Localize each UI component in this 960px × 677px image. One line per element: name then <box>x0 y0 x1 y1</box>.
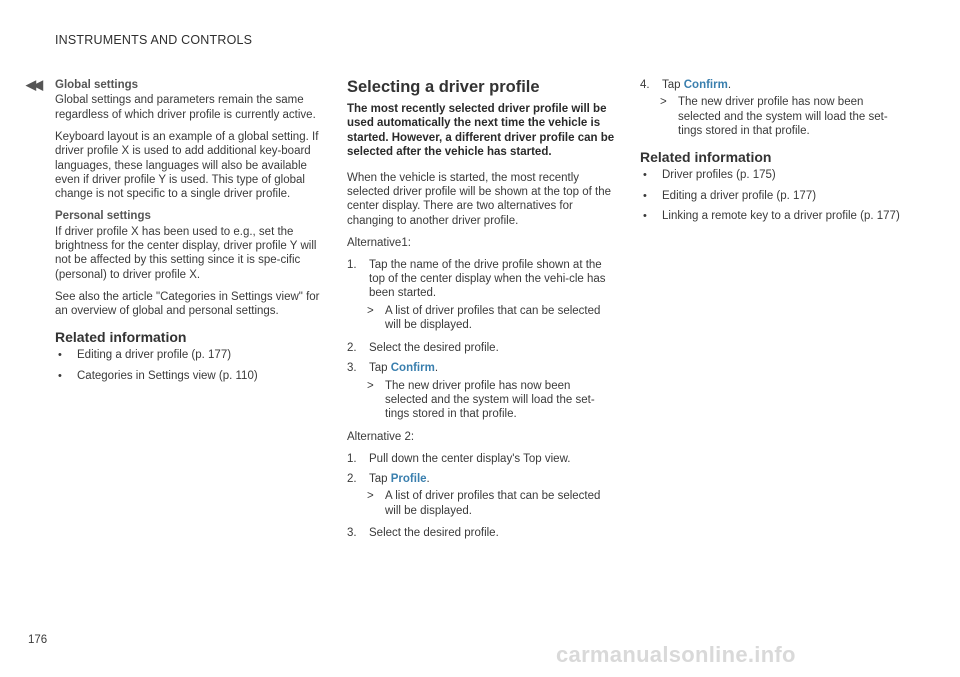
step-result-text: The new driver profile has now been selected and the system will load the set-tings stored in that profile. <box>385 379 595 421</box>
related-link-text: Linking a remote key to a driver profile (p. 177) <box>662 210 900 223</box>
personal-settings-paragraph-2: See also the article "Categories in Settings view" for an overview of global and personal settings. <box>55 290 320 318</box>
column-middle <box>347 78 615 547</box>
step-text: Tap the name of the drive profile shown at the top of the center display when the vehi-cle has been started. <box>369 258 606 300</box>
related-information-heading: Related information <box>55 328 187 345</box>
step-number: 3. <box>347 527 357 540</box>
personal-settings-paragraph-1: If driver profile X has been used to e.g., set the brightness for the center display, driver profile Y will not be affected by this setting since it is spe-cific (personal) to driver profile X. <box>55 225 317 281</box>
result-arrow-icon: > <box>660 96 667 109</box>
intro-paragraph: When the vehicle is started, the most recently selected driver profile will be shown at the top of the center display. There are two alternatives for changing to another driver profile. <box>347 171 612 227</box>
bullet-icon: • <box>58 348 62 361</box>
step-text-prefix: Tap <box>369 362 388 375</box>
step-text-prefix: Tap <box>369 473 388 486</box>
step-result-text: A list of driver profiles that can be selected will be displayed. <box>385 490 601 517</box>
alternative-2-label: Alternative 2: <box>347 430 415 443</box>
lead-paragraph: The most recently selected driver profile will be used automatically the next time the vehicle is started. However, a different driver profile can be selected after the vehicle has started. <box>347 103 615 159</box>
related-information-heading: Related information <box>640 148 772 165</box>
step-result-text: A list of driver profiles that can be selected will be displayed. <box>385 304 601 332</box>
related-link-text: Categories in Settings view (p. 110) <box>77 369 258 382</box>
step-result <box>347 379 615 422</box>
profile-button-label: Profile <box>390 473 427 486</box>
column-left <box>55 78 323 389</box>
related-link[interactable] <box>640 189 908 203</box>
step-number: 1. <box>347 452 357 465</box>
related-link-text: Driver profiles (p. 175) <box>662 168 776 181</box>
step-item <box>640 78 908 92</box>
bullet-icon: • <box>643 210 647 223</box>
step-item <box>347 526 615 540</box>
step-text-prefix: Tap <box>662 79 681 91</box>
step-number: 2. <box>347 473 357 486</box>
step-item <box>347 361 615 375</box>
global-settings-heading: Global settings <box>55 79 139 91</box>
bullet-icon: • <box>58 369 62 382</box>
step-result-text: The new driver profile has now been selected and the system will load the set-tings stored in that profile. <box>678 96 888 138</box>
bullet-icon: • <box>643 168 647 181</box>
step-item <box>347 452 615 466</box>
continued-marker-icon: ◀◀ <box>26 77 40 92</box>
step-period: . <box>727 79 732 91</box>
step-item <box>347 341 615 355</box>
column-right <box>640 78 908 230</box>
related-link-text: Editing a driver profile (p. 177) <box>77 348 232 361</box>
result-arrow-icon: > <box>367 490 374 503</box>
result-arrow-icon: > <box>367 379 374 392</box>
section-title: Selecting a driver profile <box>347 78 540 96</box>
related-link-text: Editing a driver profile (p. 177) <box>662 189 817 202</box>
step-text: Select the desired profile. <box>369 341 499 354</box>
confirm-button-label: Confirm <box>683 79 728 91</box>
step-result <box>347 489 615 518</box>
watermark: carmanualsonline.info <box>556 642 796 667</box>
step-period: . <box>426 473 430 486</box>
page-number: 176 <box>28 634 48 646</box>
step-number: 2. <box>347 341 357 354</box>
step-number: 3. <box>347 362 357 375</box>
bullet-icon: • <box>643 189 647 202</box>
related-link[interactable] <box>640 209 908 223</box>
related-link[interactable] <box>55 369 323 383</box>
result-arrow-icon: > <box>367 304 374 317</box>
step-text: Pull down the center display's Top view. <box>369 452 571 465</box>
global-settings-paragraph-1: Global settings and parameters remain the same regardless of which driver profile is currently active. <box>55 94 316 121</box>
related-link[interactable] <box>55 348 323 362</box>
confirm-button-label: Confirm <box>390 362 435 375</box>
step-item <box>347 258 615 301</box>
alternative-1-label: Alternative1: <box>347 236 411 249</box>
step-text: Select the desired profile. <box>369 527 499 540</box>
step-result <box>347 304 615 333</box>
step-item <box>347 472 615 486</box>
page-header-title: INSTRUMENTS AND CONTROLS <box>55 33 253 47</box>
personal-settings-heading: Personal settings <box>55 210 151 223</box>
related-link[interactable] <box>640 168 908 182</box>
step-result <box>640 95 908 138</box>
global-settings-paragraph-2: Keyboard layout is an example of a global setting. If driver profile X is used to add additional key-board languages, these languages will also be available even if driver profile Y is used. This type of global change is not specific to a single driver profile. <box>55 130 319 201</box>
step-period: . <box>434 362 439 375</box>
step-number: 4. <box>640 79 650 91</box>
step-number: 1. <box>347 258 357 271</box>
